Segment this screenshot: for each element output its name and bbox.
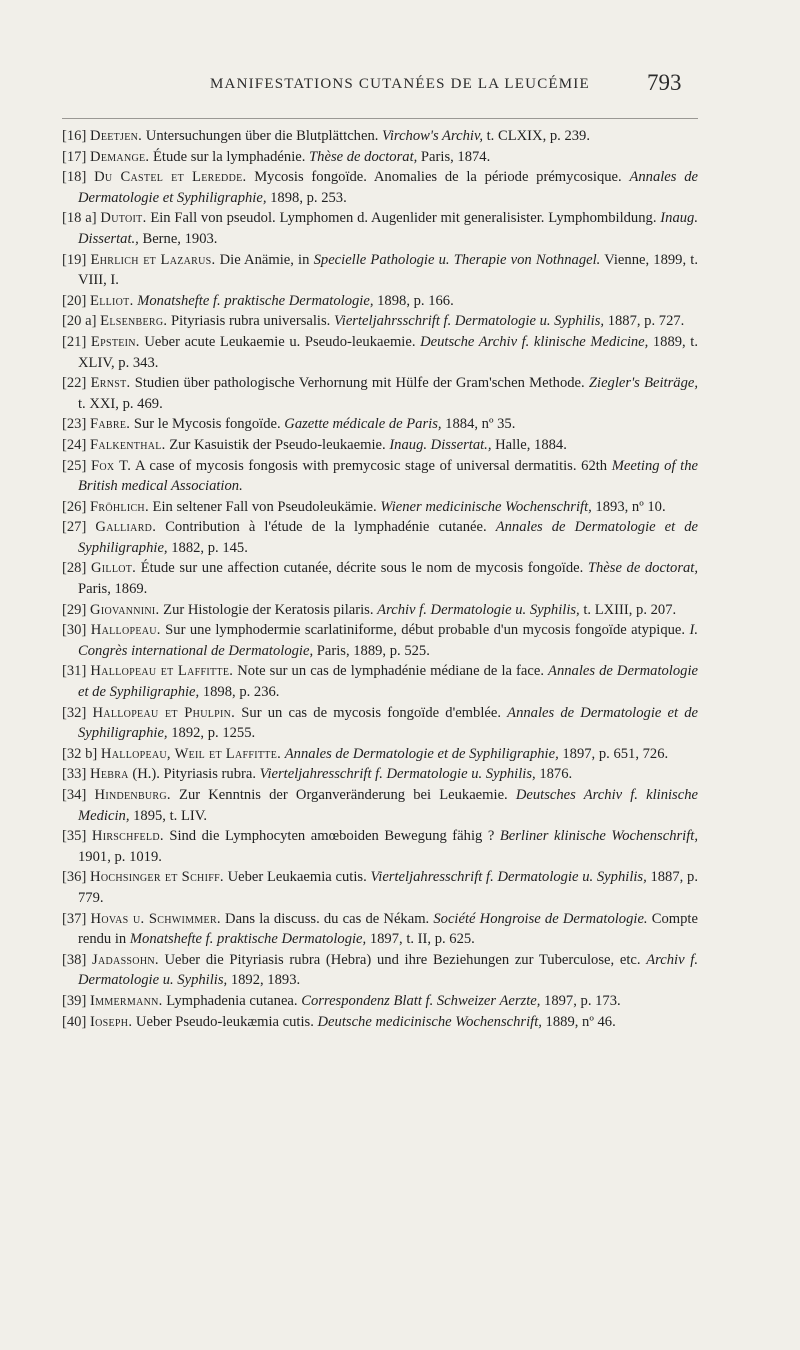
reference-source: Specielle Pathologie u. Therapie von Nothnagel. <box>313 251 601 268</box>
reference-author: Hochsinger et Schiff. <box>90 869 224 886</box>
reference-details: 1897, t. II, p. 625. <box>366 931 475 948</box>
reference-source: Annales de Dermatologie et de Syphiligraphie, <box>78 704 698 742</box>
reference-details: 1898, p. 166. <box>373 292 454 309</box>
reference-details: Paris, 1869. <box>78 581 148 598</box>
reference-entry <box>62 147 698 168</box>
reference-entry <box>62 126 698 147</box>
reference-source: Annales de Dermatologie et Syphiligraphie, <box>78 169 698 206</box>
reference-entry <box>62 950 698 991</box>
reference-text: Lymphadenia cutanea. <box>162 992 302 1009</box>
reference-entry <box>62 1012 698 1033</box>
reference-source: Deutsches Archiv f. klinische Medicin, <box>78 787 698 824</box>
reference-entry <box>62 826 698 867</box>
reference-details: Berne, 1903. <box>138 230 218 247</box>
reference-number: [36] <box>62 869 87 886</box>
reference-entry <box>62 909 698 950</box>
reference-source: Vierteljahresschrift f. Dermatologie u. Syphilis, <box>370 869 647 886</box>
reference-author: Epstein. <box>90 333 140 350</box>
reference-text: Ueber die Pityriasis rubra (Hebra) und ihre Beziehungen zur Tuberculose, etc. <box>158 951 647 968</box>
reference-details: Compte rendu in <box>78 910 698 948</box>
reference-details: 1892, 1893. <box>227 972 301 989</box>
reference-source: Thèse de doctorat, <box>309 148 418 165</box>
reference-number: [31] <box>62 663 87 680</box>
reference-author: Hallopeau, Weil et Laffitte. <box>100 745 282 762</box>
reference-author: Dutoit. <box>100 210 147 227</box>
reference-author: Demange. <box>89 148 150 165</box>
reference-source: Archiv f. Dermatologie u. Syphilis, <box>78 951 698 989</box>
reference-number: [26] <box>62 498 87 515</box>
reference-entry <box>62 600 698 621</box>
reference-number: [27] <box>62 519 87 536</box>
reference-number: [25] <box>62 457 87 474</box>
reference-entry <box>62 558 698 599</box>
reference-details: t. XXI, p. 469. <box>78 395 163 412</box>
reference-text: Note sur un cas de lymphadénie médiane de la face. <box>233 663 549 680</box>
reference-details: 1893, nº 10. <box>591 498 666 515</box>
reference-text: Zur Histologie der Keratosis pilaris. <box>159 601 378 618</box>
reference-author: Immermann. <box>89 992 163 1009</box>
reference-source: Gazette médicale de Paris, <box>284 416 442 433</box>
page-number: 793 <box>647 70 682 95</box>
reference-number: [21] <box>62 333 87 350</box>
reference-details: 1892, p. 1255. <box>167 725 256 742</box>
reference-text: Sind die Lymphocyten amœboiden Bewegung fähig ? <box>163 828 500 845</box>
reference-number: [18 a] <box>62 210 97 227</box>
reference-text: Étude sur la lymphadénie. <box>149 148 310 165</box>
reference-entry <box>62 435 698 456</box>
reference-details: 1895, t. LIV. <box>129 807 208 824</box>
reference-entry <box>62 414 698 435</box>
reference-entry <box>62 703 698 744</box>
reference-number: [38] <box>62 951 87 968</box>
header-rule <box>62 118 698 119</box>
reference-text: Zur Kasuistik der Pseudo-leukaemie. <box>165 436 390 453</box>
reference-source: Annales de Dermatologie et de Syphiligraphie, <box>284 745 559 762</box>
reference-details: 1898, p. 253. <box>266 189 347 206</box>
reference-text: Ein seltener Fall von Pseudoleukämie. <box>148 498 381 515</box>
reference-number: [19] <box>62 251 87 268</box>
reference-number: [22] <box>62 375 87 392</box>
reference-text: Ueber acute Leukaemie u. Pseudo-leukaemie. <box>139 333 421 350</box>
reference-author: Elsenberg. <box>100 313 168 330</box>
reference-entry <box>62 311 698 332</box>
reference-text: Die Anämie, in <box>215 251 314 268</box>
reference-source: Meeting of the British medical Association. <box>78 457 698 495</box>
reference-entry <box>62 620 698 661</box>
reference-author: Du Castel et Leredde. <box>94 169 247 186</box>
reference-number: [18] <box>62 169 87 186</box>
reference-author: Ernst. <box>90 375 131 392</box>
reference-source: Monatshefte f. praktische Dermatologie, <box>137 292 374 309</box>
reference-list <box>62 126 698 1032</box>
reference-entry <box>62 991 698 1012</box>
reference-author: Fox T. <box>90 457 132 474</box>
reference-text: Pityriasis rubra universalis. <box>167 313 334 330</box>
reference-number: [33] <box>62 766 87 783</box>
reference-details: 1889, t. XLIV, p. 343. <box>78 333 698 371</box>
reference-details: t. LXIII, p. 207. <box>579 601 677 618</box>
reference-number: [20] <box>62 292 87 309</box>
reference-text: Ueber Leukaemia cutis. <box>223 869 371 886</box>
reference-source: Monatshefte f. praktische Dermatologie, <box>129 931 367 948</box>
reference-author: Hallopeau et Laffitte. <box>90 663 234 680</box>
reference-source: Société Hongroise de Dermatologie. <box>433 910 648 927</box>
reference-entry <box>62 497 698 518</box>
reference-text: (H.). Pityriasis rubra. <box>128 766 260 783</box>
reference-source: Inaug. Dissertat., <box>389 436 492 453</box>
reference-text: Dans la discuss. du cas de Nékam. <box>220 910 434 927</box>
reference-entry <box>62 744 698 765</box>
reference-source: Annales de Dermatologie et de Syphiligraphie, <box>78 519 699 556</box>
reference-text: Studien über pathologische Verhornung mit Hülfe der Gram'schen Methode. <box>130 375 589 392</box>
reference-author: Hirschfeld. <box>91 828 164 845</box>
reference-number: [40] <box>62 1013 87 1030</box>
reference-author: Hindenburg. <box>94 787 171 803</box>
reference-text: Sur le Mycosis fongoïde. <box>130 416 285 433</box>
reference-number: [39] <box>62 992 87 1009</box>
reference-text: Ein Fall von pseudol. Lymphomen d. Augenlider mit generalisister. Lymphombildung. <box>146 210 661 227</box>
reference-details: 1901, p. 1019. <box>78 848 162 865</box>
reference-number: [24] <box>62 436 87 453</box>
reference-source: Deutsche medicinische Wochenschrift, <box>317 1013 542 1030</box>
reference-details: 1889, nº 46. <box>541 1013 616 1030</box>
reference-source: I. Congrès international de Dermatologie, <box>78 622 698 659</box>
reference-source: Deutsche Archiv f. klinische Medicine, <box>420 333 649 350</box>
reference-author: Jadassohn. <box>92 951 159 968</box>
reference-details: 1897, p. 173. <box>540 992 621 1009</box>
reference-source: Wiener medicinische Wochenschrift, <box>380 498 592 515</box>
reference-author: Gillot. <box>90 560 137 577</box>
reference-details: Halle, 1884. <box>491 436 567 453</box>
reference-number: [32] <box>62 704 87 721</box>
reference-number: [17] <box>62 148 87 165</box>
reference-source: Thèse de doctorat, <box>587 560 698 577</box>
reference-details: Paris, 1889, p. 525. <box>313 642 430 659</box>
reference-number: [34] <box>62 787 87 803</box>
reference-entry <box>62 167 698 208</box>
reference-details: 1884, nº 35. <box>441 416 516 433</box>
reference-number: [29] <box>62 601 87 618</box>
reference-source: Ziegler's Beiträge, <box>588 375 698 392</box>
reference-details: 1887, p. 779. <box>78 869 698 906</box>
reference-author: Elliot. <box>89 292 134 309</box>
running-title: MANIFESTATIONS CUTANÉES DE LA LEUCÉMIE <box>210 76 590 92</box>
reference-source: Annales de Dermatologie et de Syphiligraphie, <box>78 663 698 701</box>
reference-author: Deetjen. <box>89 128 143 144</box>
reference-entry <box>62 661 698 702</box>
reference-entry <box>62 373 698 414</box>
reference-number: [20 a] <box>62 313 97 330</box>
reference-source: Virchow's Archiv, <box>382 128 483 144</box>
reference-details: 1897, p. 651, 726. <box>558 745 669 762</box>
reference-text: A case of mycosis fongosis with premycosic stage of universal dermatitis. 62th <box>131 457 612 474</box>
reference-number: [23] <box>62 416 87 433</box>
reference-author: Ioseph. <box>89 1013 133 1030</box>
reference-entry <box>62 332 698 373</box>
reference-text: Mycosis fongoïde. Anomalies de la période prémycosique. <box>246 169 630 186</box>
reference-author: Fröhlich. <box>89 498 149 515</box>
reference-number: [35] <box>62 828 87 845</box>
reference-text: Sur un cas de mycosis fongoïde d'emblée. <box>235 704 508 721</box>
reference-details: 1898, p. 236. <box>199 684 280 701</box>
reference-details: Vienne, 1899, t. VIII, I. <box>78 251 699 289</box>
reference-author: Hebra <box>89 766 129 783</box>
reference-number: [16] <box>62 128 87 144</box>
reference-source: Vierteljahresschrift f. Dermatologie u. Syphilis, <box>259 766 536 783</box>
reference-entry <box>62 867 698 908</box>
reference-number: [30] <box>62 622 87 639</box>
reference-entry <box>62 785 698 826</box>
reference-text: Untersuchungen über die Blutplättchen. <box>142 128 383 144</box>
reference-entry <box>62 764 698 785</box>
reference-entry <box>62 517 698 558</box>
reference-details: Paris, 1874. <box>417 148 491 165</box>
reference-number: [28] <box>62 560 87 577</box>
reference-text: Étude sur une affection cutanée, décrite sous le nom de mycosis fongoïde. <box>136 560 588 577</box>
reference-text: Ueber Pseudo-leukæmia cutis. <box>132 1013 318 1030</box>
reference-entry <box>62 456 698 497</box>
reference-author: Hovas u. Schwimmer. <box>90 910 221 927</box>
reference-entry <box>62 250 698 291</box>
reference-author: Hallopeau. <box>90 622 161 639</box>
page-header <box>0 70 800 100</box>
reference-number: [32 b] <box>62 745 98 762</box>
reference-author: Fabre. <box>89 416 131 433</box>
reference-author: Giovannini. <box>89 601 160 618</box>
reference-author: Ehrlich et Lazarus. <box>90 251 216 268</box>
reference-source: Vierteljahrsschrift f. Dermatologie u. Syphilis, <box>333 313 605 330</box>
reference-source: Correspondenz Blatt f. Schweizer Aerzte, <box>301 992 541 1009</box>
reference-source: Inaug. Dissertat., <box>78 210 698 247</box>
reference-source: Berliner klinische Wochenschrift, <box>499 828 698 845</box>
reference-details: 1876. <box>535 766 573 783</box>
reference-author: Galliard. <box>95 519 157 536</box>
reference-number: [37] <box>62 910 87 927</box>
reference-source: Archiv f. Dermatologie u. Syphilis, <box>377 601 580 618</box>
reference-author: Hallopeau et Phulpin. <box>92 704 236 721</box>
reference-details: 1887, p. 727. <box>604 313 685 330</box>
reference-text: Contribution à l'étude de la lymphadénie cutanée. <box>156 519 496 536</box>
reference-entry <box>62 208 698 249</box>
reference-entry <box>62 291 698 312</box>
reference-author: Falkenthal. <box>89 436 166 453</box>
reference-text: Sur une lymphodermie scarlatiniforme, début probable d'un mycosis fongoïde atypique. <box>160 622 690 639</box>
reference-text: Zur Kenntnis der Organveränderung bei Leukaemie. <box>170 787 516 803</box>
reference-details: t. CLXIX, p. 239. <box>482 128 591 144</box>
reference-details: 1882, p. 145. <box>167 539 248 556</box>
